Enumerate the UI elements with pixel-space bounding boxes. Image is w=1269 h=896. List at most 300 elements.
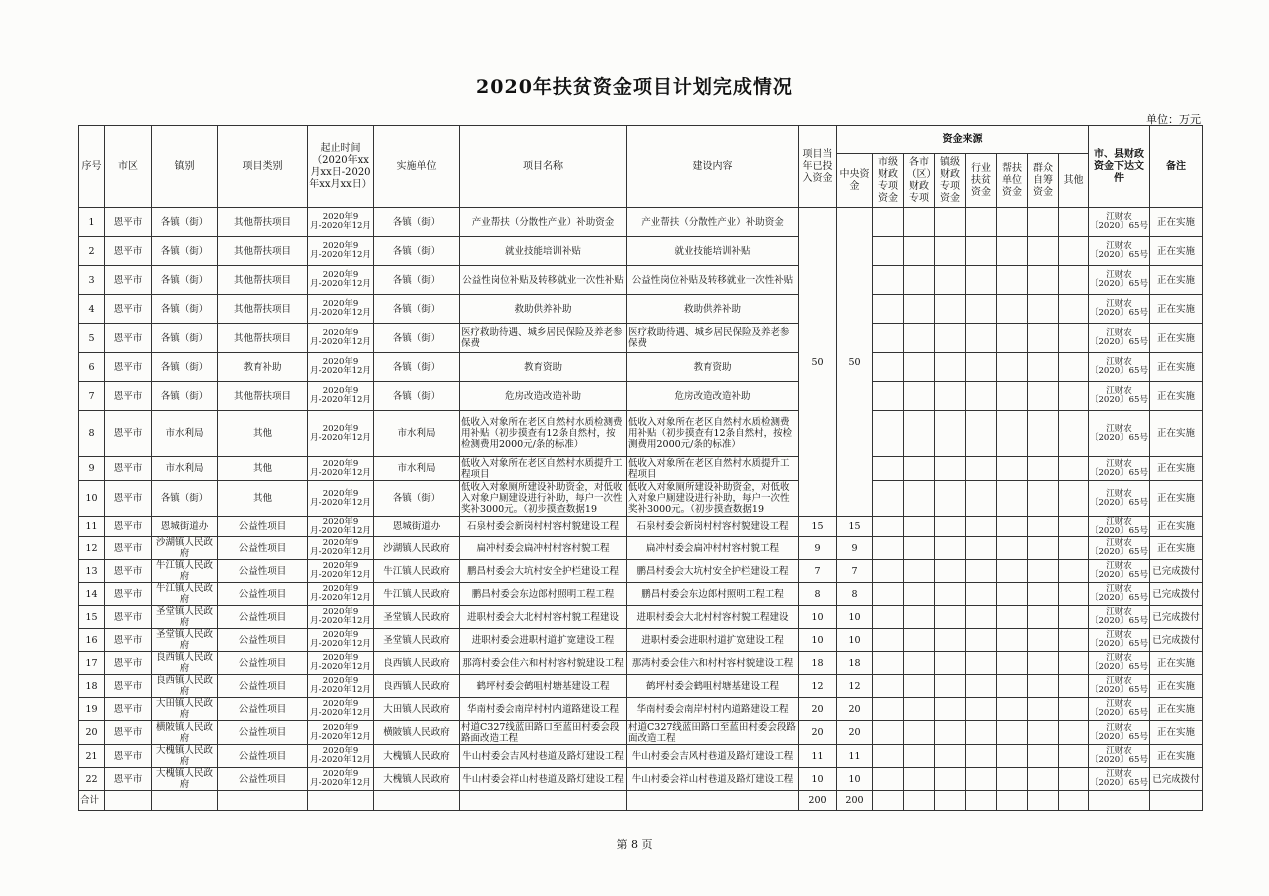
cell-empty xyxy=(873,675,904,698)
cell-empty xyxy=(1028,791,1059,811)
cell-empty xyxy=(966,537,997,560)
cell-empty xyxy=(966,698,997,721)
header-helper: 帮扶单位资金 xyxy=(997,154,1028,208)
cell-empty xyxy=(997,411,1028,457)
cell-empty xyxy=(873,382,904,411)
table-row xyxy=(79,721,1203,745)
cell-empty xyxy=(904,721,935,745)
table-row xyxy=(79,353,1203,382)
cell-unit: 横陂镇人民政府 xyxy=(374,721,460,745)
cell-empty xyxy=(935,208,966,237)
cell-empty xyxy=(997,768,1028,791)
cell-empty xyxy=(935,517,966,537)
cell-empty xyxy=(1028,208,1059,237)
cell-city: 恩平市 xyxy=(105,295,152,324)
cell-doc: 江财农〔2020〕65号 xyxy=(1089,768,1150,791)
cell-town: 沙湖镇人民政府 xyxy=(152,537,218,560)
cell-doc: 江财农〔2020〕65号 xyxy=(1089,295,1150,324)
header-doc: 市、县财政资金下达文件 xyxy=(1089,126,1150,208)
cell-category: 公益性项目 xyxy=(218,629,308,652)
cell-unit: 恩城街道办 xyxy=(374,517,460,537)
table-row xyxy=(79,698,1203,721)
cell-category: 公益性项目 xyxy=(218,768,308,791)
cell-empty xyxy=(873,560,904,583)
table-row xyxy=(79,324,1203,353)
cell-seq: 20 xyxy=(79,721,105,745)
cell-invested: 20 xyxy=(799,698,837,721)
cell-period: 2020年9月-2020年12月 xyxy=(308,606,374,629)
cell-central: 10 xyxy=(837,768,873,791)
table-row xyxy=(79,560,1203,583)
cell-town: 良西镇人民政府 xyxy=(152,675,218,698)
cell-town: 牛江镇人民政府 xyxy=(152,560,218,583)
cell-content: 牛山村委会吉风村巷道及路灯建设工程 xyxy=(627,745,799,768)
cell-empty xyxy=(105,791,152,811)
cell-empty xyxy=(966,768,997,791)
cell-name: 扁冲村委会扁冲村村容村貌工程 xyxy=(460,537,627,560)
cell-empty xyxy=(997,266,1028,295)
cell-empty xyxy=(997,517,1028,537)
cell-town: 大田镇人民政府 xyxy=(152,698,218,721)
cell-seq: 9 xyxy=(79,457,105,481)
cell-content: 产业帮扶（分散性产业）补助资金 xyxy=(627,208,799,237)
table-row xyxy=(79,266,1203,295)
cell-town: 牛江镇人民政府 xyxy=(152,583,218,606)
cell-town: 市水利局 xyxy=(152,457,218,481)
cell-empty xyxy=(966,208,997,237)
cell-seq: 1 xyxy=(79,208,105,237)
cell-empty xyxy=(873,295,904,324)
cell-name: 牛山村委会吉风村巷道及路灯建设工程 xyxy=(460,745,627,768)
cell-period: 2020年9月-2020年12月 xyxy=(308,537,374,560)
cell-doc: 江财农〔2020〕65号 xyxy=(1089,266,1150,295)
cell-seq: 14 xyxy=(79,583,105,606)
cell-empty xyxy=(1028,698,1059,721)
cell-empty xyxy=(873,324,904,353)
cell-empty xyxy=(997,353,1028,382)
cell-empty xyxy=(1059,266,1089,295)
cell-seq: 19 xyxy=(79,698,105,721)
cell-period: 2020年9月-2020年12月 xyxy=(308,295,374,324)
cell-period: 2020年9月-2020年12月 xyxy=(308,382,374,411)
cell-empty xyxy=(935,481,966,517)
cell-empty xyxy=(1089,791,1150,811)
header-public: 群众自筹资金 xyxy=(1028,154,1059,208)
cell-empty xyxy=(966,791,997,811)
cell-unit: 各镇（街） xyxy=(374,208,460,237)
cell-period: 2020年9月-2020年12月 xyxy=(308,560,374,583)
cell-empty xyxy=(374,791,460,811)
cell-central: 15 xyxy=(837,517,873,537)
cell-doc: 江财农〔2020〕65号 xyxy=(1089,208,1150,237)
cell-town: 大槐镇人民政府 xyxy=(152,768,218,791)
cell-town: 各镇（街） xyxy=(152,481,218,517)
cell-content: 进职村委会进职村道扩宽建设工程 xyxy=(627,629,799,652)
cell-empty xyxy=(997,295,1028,324)
cell-period: 2020年9月-2020年12月 xyxy=(308,266,374,295)
cell-name: 鹏昌村委会大坑村安全护栏建设工程 xyxy=(460,560,627,583)
cell-empty xyxy=(1028,537,1059,560)
header-town: 镇别 xyxy=(152,126,218,208)
header-note: 备注 xyxy=(1150,126,1203,208)
cell-unit: 牛江镇人民政府 xyxy=(374,560,460,583)
cell-empty xyxy=(997,560,1028,583)
cell-category: 其他 xyxy=(218,411,308,457)
cell-city: 恩平市 xyxy=(105,675,152,698)
cell-empty xyxy=(966,517,997,537)
cell-unit: 各镇（街） xyxy=(374,266,460,295)
cell-name: 进职村委会大北村村容村貌工程建设 xyxy=(460,606,627,629)
cell-city: 恩平市 xyxy=(105,560,152,583)
cell-note: 已完成拨付 xyxy=(1150,583,1203,606)
cell-unit: 各镇（街） xyxy=(374,481,460,517)
cell-empty xyxy=(1028,353,1059,382)
cell-empty xyxy=(873,353,904,382)
cell-empty xyxy=(1059,791,1089,811)
cell-doc: 江财农〔2020〕65号 xyxy=(1090,516,1148,536)
cell-content: 救助供养补助 xyxy=(627,295,799,324)
cell-empty xyxy=(997,675,1028,698)
cell-empty xyxy=(308,791,374,811)
cell-category: 其他帮扶项目 xyxy=(218,324,308,353)
cell-unit: 各镇（街） xyxy=(374,237,460,266)
cell-central: 12 xyxy=(837,675,873,698)
cell-empty xyxy=(997,457,1028,481)
cell-seq: 10 xyxy=(79,481,105,517)
cell-note: 正在实施 xyxy=(1150,353,1203,382)
cell-period: 2020年9月-2020年12月 xyxy=(308,324,374,353)
cell-seq: 15 xyxy=(79,606,105,629)
total-invested: 200 xyxy=(799,791,837,811)
cell-empty xyxy=(935,411,966,457)
cell-empty xyxy=(873,698,904,721)
cell-empty xyxy=(904,583,935,606)
cell-period: 2020年9月-2020年12月 xyxy=(308,517,374,537)
cell-city: 恩平市 xyxy=(105,208,152,237)
table-row xyxy=(79,295,1203,324)
cell-city: 恩平市 xyxy=(105,768,152,791)
cell-empty xyxy=(1059,606,1089,629)
cell-empty xyxy=(935,295,966,324)
cell-name: 石泉村委会新岗村村容村貌建设工程 xyxy=(460,517,627,537)
header-seq: 序号 xyxy=(79,126,105,208)
cell-note: 正在实施 xyxy=(1150,481,1203,517)
cell-empty xyxy=(1028,382,1059,411)
total-label: 合计 xyxy=(79,791,105,811)
cell-empty xyxy=(997,237,1028,266)
cell-content: 鹏昌村委会大坑村安全护栏建设工程 xyxy=(627,560,799,583)
cell-category: 公益性项目 xyxy=(218,606,308,629)
cell-period: 2020年9月-2020年12月 xyxy=(308,353,374,382)
header-city-fin: 市级财政专项资金 xyxy=(873,154,904,208)
header-category: 项目类别 xyxy=(218,126,308,208)
cell-invested: 10 xyxy=(799,768,837,791)
cell-period: 2020年9月-2020年12月 xyxy=(308,457,374,481)
cell-content: 牛山村委会祥山村巷道及路灯建设工程 xyxy=(627,768,799,791)
header-city: 市区 xyxy=(105,126,152,208)
cell-empty xyxy=(873,629,904,652)
cell-empty xyxy=(935,768,966,791)
cell-content: 医疗救助待遇、城乡居民保险及养老参保费 xyxy=(627,324,799,353)
cell-central: 8 xyxy=(837,583,873,606)
cell-central: 9 xyxy=(837,537,873,560)
cell-empty xyxy=(1028,675,1059,698)
cell-seq: 2 xyxy=(79,237,105,266)
cell-central: 10 xyxy=(837,606,873,629)
table-row xyxy=(79,583,1203,606)
cell-empty xyxy=(873,745,904,768)
cell-doc: 江财农〔2020〕65号 xyxy=(1089,583,1150,606)
cell-empty xyxy=(966,353,997,382)
header-county-fin: 各市（区）财政专项 xyxy=(904,154,935,208)
table-row xyxy=(79,481,1203,517)
cell-empty xyxy=(873,721,904,745)
cell-invested: 7 xyxy=(799,560,837,583)
cell-unit: 各镇（街） xyxy=(374,353,460,382)
cell-empty xyxy=(873,517,904,537)
cell-content: 进职村委会大北村村容村貌工程建设 xyxy=(627,606,799,629)
cell-category: 公益性项目 xyxy=(218,745,308,768)
cell-empty xyxy=(1059,353,1089,382)
cell-content: 那湾村委会佳六和村村容村貌建设工程 xyxy=(627,652,799,675)
unit-label: 单位：万元 xyxy=(1146,113,1201,126)
cell-empty xyxy=(873,652,904,675)
cell-empty xyxy=(966,675,997,698)
cell-name: 低收入对象厕所建设补助资金，对低收入对象户厕建设进行补助，每户一次性奖补3000元。（初步摸查数据19 xyxy=(460,481,627,517)
cell-seq: 7 xyxy=(79,382,105,411)
cell-name: 华南村委会南岸村村内道路建设工程 xyxy=(460,698,627,721)
fund-table xyxy=(78,125,1203,811)
total-row xyxy=(79,791,1203,811)
cell-doc: 江财农〔2020〕65号 xyxy=(1089,237,1150,266)
cell-empty xyxy=(904,745,935,768)
cell-note: 正在实施 xyxy=(1150,721,1203,745)
cell-unit: 大田镇人民政府 xyxy=(374,698,460,721)
header-industry: 行业扶贫资金 xyxy=(966,154,997,208)
table-body xyxy=(79,208,1203,811)
cell-empty xyxy=(904,324,935,353)
cell-empty xyxy=(966,324,997,353)
cell-invested: 10 xyxy=(799,629,837,652)
cell-content: 教育资助 xyxy=(627,353,799,382)
cell-empty xyxy=(1028,457,1059,481)
cell-name: 低收入对象所在老区自然村水质检测费用补贴（初步摸查有12条自然村，按检测费用2000元/条的标准） xyxy=(460,411,627,457)
cell-note: 已完成拨付 xyxy=(1150,768,1203,791)
cell-empty xyxy=(966,411,997,457)
cell-empty xyxy=(873,481,904,517)
cell-doc: 江财农〔2020〕65号 xyxy=(1089,481,1150,517)
cell-central: 18 xyxy=(837,652,873,675)
cell-city: 恩平市 xyxy=(105,652,152,675)
cell-doc: 江财农〔2020〕65号 xyxy=(1089,560,1150,583)
cell-empty xyxy=(1028,652,1059,675)
cell-empty xyxy=(1059,457,1089,481)
cell-empty xyxy=(904,560,935,583)
cell-empty xyxy=(1059,481,1089,517)
cell-central: 20 xyxy=(837,721,873,745)
cell-empty xyxy=(935,457,966,481)
cell-category: 公益性项目 xyxy=(218,721,308,745)
cell-city: 恩平市 xyxy=(105,629,152,652)
cell-name: 医疗救助待遇、城乡居民保险及养老参保费 xyxy=(460,324,627,353)
cell-empty xyxy=(966,745,997,768)
cell-town: 良西镇人民政府 xyxy=(152,652,218,675)
cell-content: 低收入对象所在老区自然村水质检测费用补贴（初步摸查有12条自然村，按检测费用2000元/条的标准） xyxy=(627,411,799,457)
cell-seq: 6 xyxy=(79,353,105,382)
cell-note: 正在实施 xyxy=(1150,745,1203,768)
cell-empty xyxy=(1059,629,1089,652)
cell-name: 鹤坪村委会鹤咀村塘基建设工程 xyxy=(460,675,627,698)
cell-category: 公益性项目 xyxy=(218,517,308,537)
cell-empty xyxy=(997,721,1028,745)
cell-empty xyxy=(1059,537,1089,560)
table-row xyxy=(79,517,1203,537)
cell-city: 恩平市 xyxy=(105,457,152,481)
cell-invested: 11 xyxy=(799,745,837,768)
page-number: 第 8 页 xyxy=(616,838,653,851)
cell-period: 2020年9月-2020年12月 xyxy=(308,411,374,457)
cell-empty xyxy=(935,721,966,745)
cell-unit: 大槐镇人民政府 xyxy=(374,745,460,768)
cell-empty xyxy=(966,237,997,266)
cell-note: 正在实施 xyxy=(1150,324,1203,353)
cell-invested: 8 xyxy=(799,583,837,606)
header-funds-group: 资金来源 xyxy=(837,126,1089,154)
cell-empty xyxy=(1059,675,1089,698)
cell-period: 2020年9月-2020年12月 xyxy=(308,481,374,517)
cell-city: 恩平市 xyxy=(105,481,152,517)
cell-seq: 4 xyxy=(79,295,105,324)
cell-empty xyxy=(873,208,904,237)
cell-town: 各镇（街） xyxy=(152,208,218,237)
header-town-fin: 镇级财政专项资金 xyxy=(935,154,966,208)
cell-name: 村道C327线蓝田路口至蓝田村委会段路面改造工程 xyxy=(460,721,627,745)
cell-empty xyxy=(873,237,904,266)
cell-seq: 8 xyxy=(79,411,105,457)
cell-empty xyxy=(997,606,1028,629)
cell-category: 公益性项目 xyxy=(218,652,308,675)
cell-empty xyxy=(997,481,1028,517)
cell-content: 低收入对象所在老区自然村水质提升工程项目 xyxy=(627,457,799,481)
cell-empty xyxy=(997,208,1028,237)
cell-period: 2020年9月-2020年12月 xyxy=(308,721,374,745)
cell-town: 大槐镇人民政府 xyxy=(152,745,218,768)
cell-content: 危房改造改造补助 xyxy=(627,382,799,411)
cell-category: 教育补助 xyxy=(218,353,308,382)
cell-empty xyxy=(904,629,935,652)
cell-empty xyxy=(1028,768,1059,791)
cell-seq: 12 xyxy=(79,537,105,560)
cell-period: 2020年9月-2020年12月 xyxy=(308,629,374,652)
cell-empty xyxy=(966,457,997,481)
cell-name: 进职村委会进职村道扩宽建设工程 xyxy=(460,629,627,652)
cell-empty xyxy=(997,583,1028,606)
cell-empty xyxy=(1028,560,1059,583)
table-row xyxy=(79,675,1203,698)
cell-category: 公益性项目 xyxy=(218,560,308,583)
cell-unit: 市水利局 xyxy=(374,411,460,457)
cell-empty xyxy=(1028,583,1059,606)
cell-empty xyxy=(1059,768,1089,791)
cell-seq: 17 xyxy=(79,652,105,675)
cell-unit: 各镇（街） xyxy=(374,382,460,411)
cell-empty xyxy=(904,353,935,382)
cell-town: 横陂镇人民政府 xyxy=(152,721,218,745)
cell-city: 恩平市 xyxy=(105,266,152,295)
cell-empty xyxy=(904,768,935,791)
cell-town: 市水利局 xyxy=(152,411,218,457)
cell-doc: 江财农〔2020〕65号 xyxy=(1089,629,1150,652)
cell-empty xyxy=(904,295,935,324)
cell-period: 2020年9月-2020年12月 xyxy=(308,583,374,606)
cell-empty xyxy=(904,675,935,698)
cell-empty xyxy=(904,481,935,517)
cell-empty xyxy=(1028,411,1059,457)
cell-unit: 圣堂镇人民政府 xyxy=(374,606,460,629)
cell-unit: 各镇（街） xyxy=(374,295,460,324)
cell-town: 各镇（街） xyxy=(152,324,218,353)
cell-central: 11 xyxy=(837,745,873,768)
cell-empty xyxy=(1059,208,1089,237)
cell-doc: 江财农〔2020〕65号 xyxy=(1089,411,1150,457)
cell-empty xyxy=(1028,629,1059,652)
cell-seq: 11 xyxy=(79,517,105,537)
cell-doc: 江财农〔2020〕65号 xyxy=(1089,324,1150,353)
cell-doc: 江财农〔2020〕65号 xyxy=(1089,537,1150,560)
cell-note: 正在实施 xyxy=(1150,295,1203,324)
cell-empty xyxy=(935,266,966,295)
cell-empty xyxy=(935,560,966,583)
cell-period: 2020年9月-2020年12月 xyxy=(308,652,374,675)
cell-empty xyxy=(935,382,966,411)
cell-invested: 20 xyxy=(799,721,837,745)
table-row xyxy=(79,652,1203,675)
cell-central-merged: 50 xyxy=(837,208,873,517)
cell-empty xyxy=(966,560,997,583)
cell-note: 已完成拨付 xyxy=(1150,629,1203,652)
cell-name: 牛山村委会祥山村巷道及路灯建设工程 xyxy=(460,768,627,791)
cell-empty xyxy=(935,698,966,721)
cell-empty xyxy=(1059,517,1089,537)
cell-unit: 圣堂镇人民政府 xyxy=(374,629,460,652)
cell-empty xyxy=(1059,698,1089,721)
cell-invested: 18 xyxy=(799,652,837,675)
cell-city: 恩平市 xyxy=(105,237,152,266)
cell-period: 2020年9月-2020年12月 xyxy=(308,237,374,266)
cell-empty xyxy=(627,791,799,811)
cell-period: 2020年9月-2020年12月 xyxy=(308,745,374,768)
cell-empty xyxy=(935,237,966,266)
cell-empty xyxy=(1059,411,1089,457)
cell-empty xyxy=(904,698,935,721)
cell-name: 危房改造改造补助 xyxy=(460,382,627,411)
table-row xyxy=(79,629,1203,652)
table-row xyxy=(79,457,1203,481)
table-row xyxy=(79,768,1203,791)
cell-city: 恩平市 xyxy=(105,537,152,560)
table-row xyxy=(79,237,1203,266)
cell-empty xyxy=(935,629,966,652)
table-row xyxy=(79,382,1203,411)
cell-unit: 大槐镇人民政府 xyxy=(374,768,460,791)
cell-invested: 15 xyxy=(799,517,837,537)
cell-empty xyxy=(1028,517,1059,537)
cell-empty xyxy=(1059,295,1089,324)
cell-seq: 22 xyxy=(79,768,105,791)
cell-empty xyxy=(1028,266,1059,295)
cell-seq: 16 xyxy=(79,629,105,652)
cell-empty xyxy=(904,208,935,237)
